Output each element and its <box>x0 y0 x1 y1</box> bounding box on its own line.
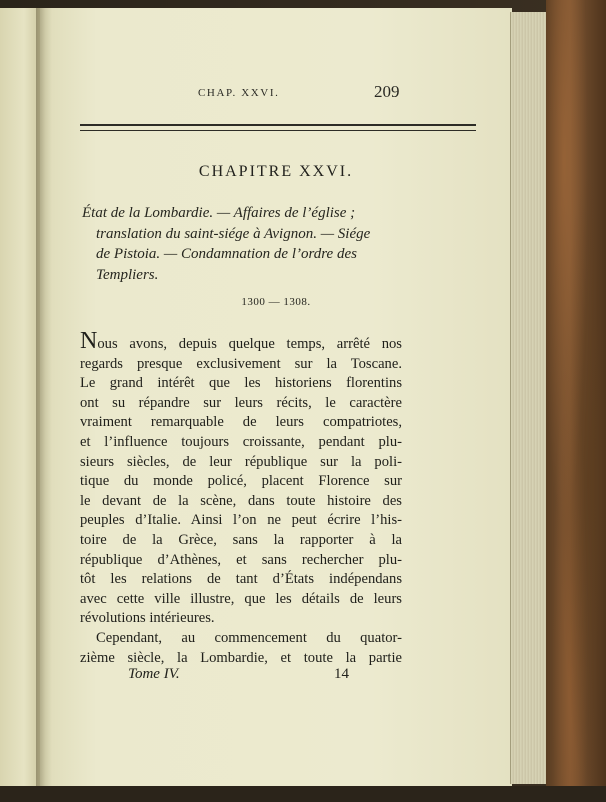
body-line: république d’Athènes, et sans rechercher plu- <box>80 551 402 568</box>
body-line: peuples d’Italie. Ainsi l’on ne peut écrire l’his- <box>80 512 402 529</box>
body-line: et l’influence toujours croissante, pendant plu- <box>80 433 402 450</box>
drop-cap: N <box>80 328 98 354</box>
chapter-summary <box>82 203 404 285</box>
gathering-signature: 14 <box>334 666 349 682</box>
summary-line: de Pistoia. — Condamnation de l’ordre des <box>96 246 357 262</box>
gutter-shadow <box>36 8 52 786</box>
body-line: ont su répandre sur leurs récits, le caractère <box>80 394 402 411</box>
body-line: toire de la Grèce, sans la rapporter à la <box>80 531 402 548</box>
chapter-dates: 1300 — 1308. <box>241 296 311 308</box>
summary-line: État de la Lombardie. — Affaires de l’église ; <box>82 205 356 221</box>
body-line: tôt les relations de tant d’États indépendans <box>80 571 402 588</box>
summary-line: translation du saint-siége à Avignon. — Siége <box>96 225 371 242</box>
body-line: Cependant, au commencement du quator- <box>96 629 402 646</box>
chapter-title: CHAPITRE XXVI. <box>198 163 354 180</box>
volume-label: Tome IV. <box>128 666 180 682</box>
summary-line: Templiers. <box>96 266 159 283</box>
first-line-text: ous avons, depuis quelque temps, arrêté nos <box>97 336 402 352</box>
left-facing-page <box>0 8 41 786</box>
body-line: vraiment remarquable de leurs compatriotes, <box>80 414 402 431</box>
body-line: tique du monde policé, placent Florence sur <box>80 473 402 490</box>
body-line: regards presque exclusivement sur la Toscane. <box>80 355 402 372</box>
body-line: révolutions intérieures. <box>80 610 215 627</box>
double-rule <box>80 124 476 131</box>
body-line: le devant de la scène, dans toute histoire des <box>80 492 402 509</box>
leather-cover <box>546 0 606 802</box>
page-number: 209 <box>374 82 400 101</box>
body-line: Le grand intérêt que les historiens florentins <box>80 375 402 392</box>
running-head <box>40 82 512 107</box>
body-line: zième siècle, la Lombardie, et toute la partie <box>80 649 402 666</box>
body-line: sieurs siècles, de leur république sur la poli- <box>80 453 402 470</box>
running-head-chapter: CHAP. XXVI. <box>198 87 280 99</box>
page-edges <box>510 12 547 784</box>
scan-background <box>0 786 606 802</box>
body-text <box>80 328 402 668</box>
body-line: avec cette ville illustre, que les détails de leurs <box>80 590 402 607</box>
body-line <box>80 328 402 355</box>
